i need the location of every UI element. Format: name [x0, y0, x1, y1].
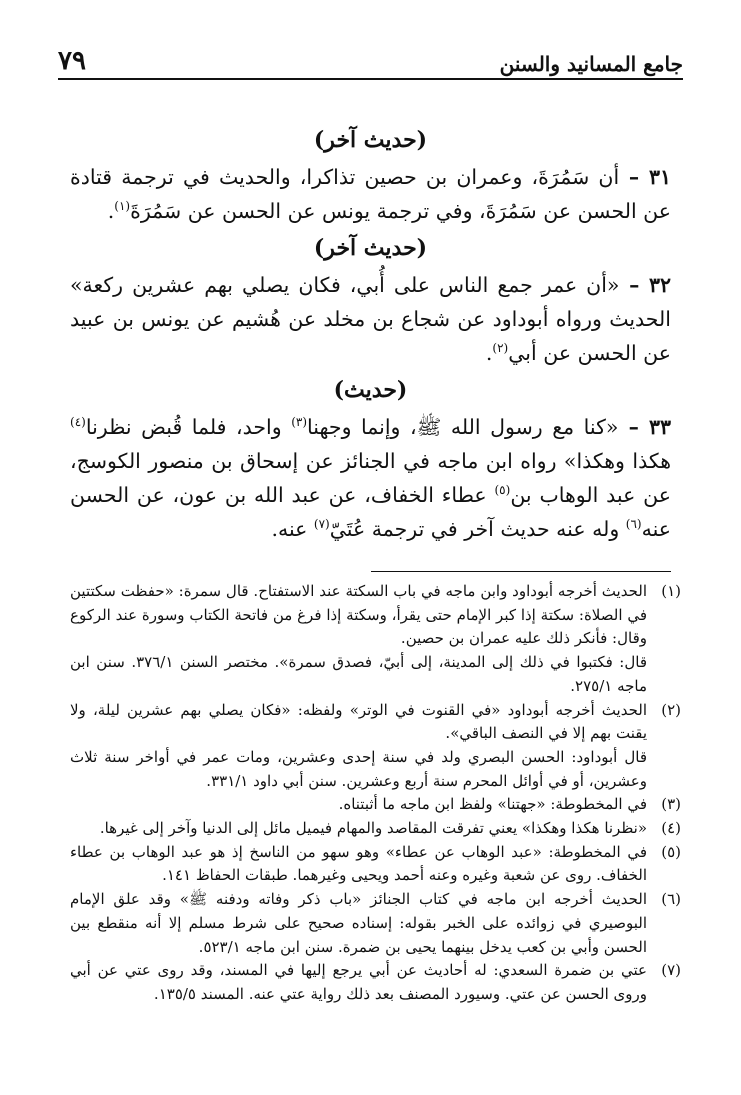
hadith-text: «أن عمر جمع الناس على أُبي، فكان يصلي بهم عشرين ركعة» الحديث ورواه أبوداود عن شجاع بن مخلد عن هُشيم عن يونس بن عبيد عن الحسن عن أبي: [70, 273, 671, 365]
footnote-mark: (٣): [661, 795, 681, 814]
footnote-text: قال: فكتبوا في ذلك إلى المدينة، إلى أبيّ، فصدق سمرة». مختصر السنن ٣٧٦/١. سنن ابن ماجه ٢٧٥/١.: [70, 653, 647, 695]
hadith-text: أن سَمُرَةَ، وعمران بن حصين تذاكرا، والحديث في ترجمة قتادة عن الحسن عن سَمُرَةَ، وفي ترجمة يونس عن الحسن عن سَمُرَةَ: [70, 165, 671, 223]
footnote-text: الحديث أخرجه ابن ماجه في كتاب الجنائز «باب ذكر وفاته ودفنه ﷺ» وقد علق الإمام البوصيري في زوائده على الخبر بقوله: إسناده صحيح على شرط مسلم إلا أنه منقطع بين الحسن وأبي بن كعب يدخل بينهما يحيى بن ضمرة. سنن ابن ماجه ٥٢٣/١.: [70, 890, 647, 956]
footnote-body: [70, 699, 647, 794]
footnote-body: [70, 793, 647, 817]
footnote-text: عتي بن ضمرة السعدي: له أحاديث عن أبي يرجع إليها في المسند، وقد روى عتي عن أبي وروى الحسن عن عتي. وسيورد المصنف بعد ذلك رواية عتي عنه. المسند ١٣٥/٥.: [70, 961, 647, 1003]
hadith-text: عنه.: [271, 517, 314, 541]
footnote-body: [70, 817, 647, 841]
footnote: [70, 959, 681, 1006]
main-text: [70, 120, 671, 546]
hadith-paragraph: [70, 268, 671, 370]
footnote-mark: (١): [661, 582, 681, 600]
footnote-ref: (٦): [625, 517, 642, 532]
footnote-ref: (٢): [492, 341, 509, 356]
page-number: ٧٩: [58, 46, 86, 76]
sentence-end: .: [485, 341, 493, 365]
section-heading: (حديث آخر): [313, 235, 428, 261]
footnote-body: [70, 580, 647, 699]
hadith-text: عطاء الخفاف، عن عبد الله بن عون، عن الحسن عنه: [70, 483, 671, 541]
footnote-mark: (٤): [661, 819, 681, 838]
hadith-paragraph: [70, 160, 671, 228]
footnote-text: الحديث أخرجه أبوداود وابن ماجه في باب السكتة عند الاستفتاح. قال سمرة: «حفظت سكتتين في الصلاة: سكتة إذا كبر الإمام حتى يقرأ، وسكتة إذا فرغ من فاتحة الكتاب وسورة عند الركوع وقال: فأنكر ذلك عليه عمران بن حصين.: [70, 582, 647, 648]
footnote-text: في المخطوطة: «عبد الوهاب عن عطاء» وهو سهو من الناسخ إذ هو عبد الوهاب بن عطاء الخفاف. روى عن شعبة وغيره وعنه أحمد ويحيى وغيرهما. طبقات الحفاظ ١٤١.: [70, 842, 647, 885]
footnote: [70, 793, 681, 817]
hadith-number: ٣٣ –: [618, 415, 672, 439]
footnote-body: [70, 888, 647, 959]
footnote: [70, 580, 681, 699]
footnote-ref: (٧): [313, 517, 330, 532]
footnote: [70, 817, 681, 841]
footnote: [70, 699, 681, 794]
footnote-separator: [371, 571, 671, 572]
footnote-ref: (٤): [70, 415, 86, 430]
hadith-number: ٣٢ –: [619, 273, 671, 297]
hadith-number: ٣١ –: [619, 165, 671, 189]
hadith-text: وله عنه حديث آخر في ترجمة عُتَيّ: [329, 517, 626, 541]
footnote-body: [70, 841, 647, 888]
sentence-end: .: [107, 199, 115, 223]
footnote: [70, 841, 681, 888]
section-heading: (حديث): [333, 377, 408, 403]
running-title: جامع المسانيد والسنن: [499, 52, 683, 76]
footnote-ref: (٣): [291, 415, 308, 430]
footnote-ref: (١): [114, 199, 131, 214]
hadith-text: «كنا مع رسول الله ﷺ، وإنما وجهنا: [307, 415, 619, 439]
footnotes: [70, 580, 681, 1007]
footnote: [70, 888, 681, 959]
footnote-mark: (٥): [661, 842, 681, 861]
hadith-text: هكذا وهكذا» رواه ابن ماجه في الجنائز عن إسحاق بن منصور الكوسج، عن عبد الوهاب بن: [70, 449, 672, 507]
hadith-text: واحد، فلما قُبض نظرنا: [85, 415, 292, 439]
footnote-ref: (٥): [494, 483, 511, 498]
footnote-text: قال أبوداود: الحسن البصري ولد في سنة إحدى وعشرين، ومات عمر في أواخر سنة ثلاث وعشرين، أو في أوائل المحرم سنة أربع وعشرين. سنن أبي داود ٣٣١/١.: [70, 747, 647, 790]
footnote-text: في المخطوطة: «جهتنا» ولفظ ابن ماجه ما أثبتناه.: [338, 795, 647, 814]
page-header: [58, 38, 683, 80]
footnote-text: «نظرنا هكذا وهكذا» يعني تفرقت المقاصد والمهام فيميل مائل إلى الدنيا وآخر إلى غيرها.: [99, 819, 647, 838]
section-heading: (حديث آخر): [313, 127, 428, 153]
footnote-text: الحديث أخرجه أبوداود «في القنوت في الوتر» ولفظه: «فكان يصلي بهم عشرين ليلة، ولا يقنت بهم إلا في النصف الباقي».: [70, 700, 647, 743]
footnote-body: [70, 959, 647, 1006]
footnote-mark: (٧): [661, 961, 681, 980]
hadith-paragraph: [70, 410, 671, 546]
footnote-mark: (٦): [661, 890, 681, 909]
footnote-mark: (٢): [661, 700, 681, 719]
